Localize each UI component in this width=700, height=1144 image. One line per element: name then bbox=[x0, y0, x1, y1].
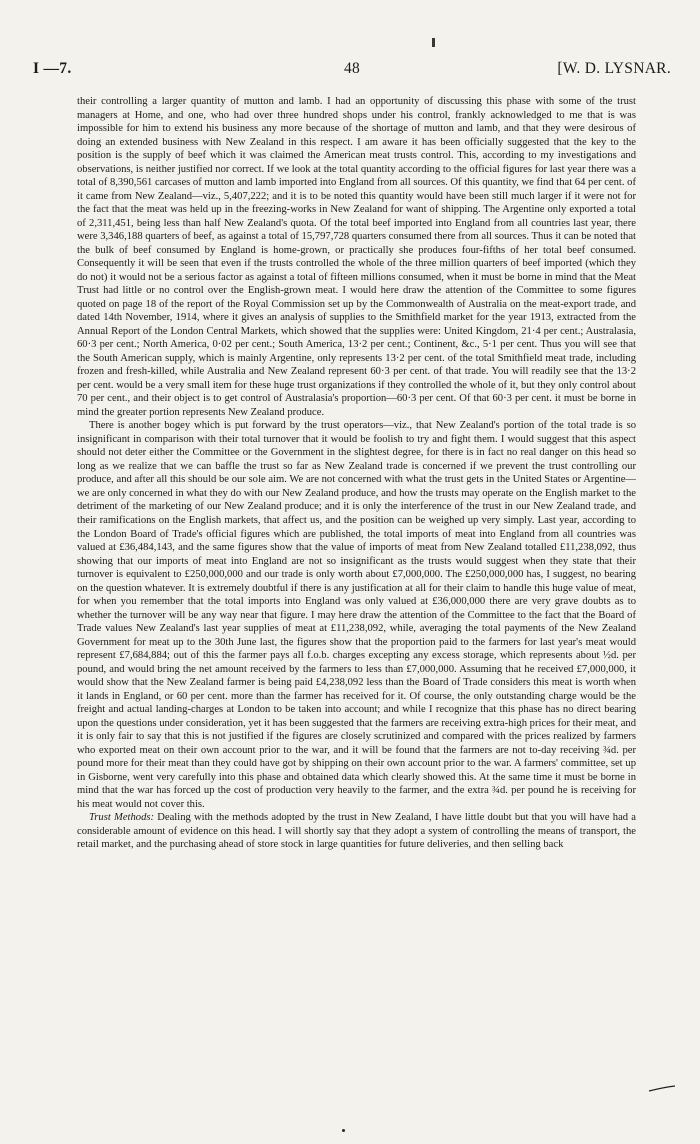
margin-pen-stroke bbox=[648, 1085, 676, 1093]
body-text bbox=[77, 95, 636, 852]
bottom-ink-dot bbox=[342, 1129, 345, 1132]
top-ink-mark bbox=[432, 38, 435, 47]
paragraph-2: There is another bogey which is put forward by the trust operators—viz., that New Zealand's portion of the total trade is so insignificant in comparison with their total turnover that it would be foolish to try and fight them. I would suggest that this aspect should not deter either the Committee or the Government in the slightest degree, for there is in fact no real danger on this head so long as we realize that we can baffle the trust so far as New Zealand trade is concerned if we prevent the trust controlling our produce, and after all this should be our sole aim. We are not concerned with what the trust gets in the United States or Argentine—we are only concerned in what they do with our New Zealand produce, and how the trusts may operate on the English market to the detriment of the marketing of our New Zealand produce; and it is only the interference of the trust in our New Zealand trade, and their ramifications on the English markets, that affect us, and the position can be weighed up very simply. Last year, according to the London Board of Trade's official figures which are published, the total imports of meat into England from all countries was valued at £36,484,143, and the same figures show that the value of imports of meat from New Zealand totalled £11,238,092, thus showing that our imports of meat into England are not so insignificant as the trusts would suggest when they state that their turnover is equivalent to £250,000,000 and our trade is only worth about £7,000,000. The £250,000,000 has, I suggest, no bearing on the question whatever. It is extremely doubtful if there is any justification at all for their claim to handle this huge value of meat, for when you remember that the total imports into England was only valued at £36,000,000 there are very grave doubts as to whether the turnover will be any way near that figure. I may here draw the attention of the Committee to the fact that the Board of Trade values New Zealand's last year supplies of meat at £11,238,092, while, averaging the total payments of the New Zealand Government for meat up to the 30th June last, the figures show that the proportion paid to the farmers for last year's meat would represent £7,684,884; out of this the farmer pays all f.o.b. charges excepting any excess storage, which represents about ½d. per pound, and would bring the net amount received by the farmers to less than £7,000,000. Assuming that he received £7,000,000, it would show that the New Zealand farmer is being paid £4,238,092 less than the Board of Trade considers this meat is worth when it lands in England, or 60 per cent. more than the farmer has received for it. Of course, the only outstanding charge would be the freight and actual landing-charges at London to be taken into account; and while I recognize that this phase has no direct bearing upon the questions under consideration, yet it has been suggested that the farmers are receiving extra-high prices for their meat, and it is only fair to say that this is not justified if the figures are closely scrutinized and compared with the prices realized by farmers who exported meat on their own account prior to the war, and it will be found that the farmers are not to-day receiving ¾d. per pound more for their meat than they could have got by shipping on their own account prior to the war. A farmers' committee, set up in Gisborne, went very carefully into this phase and obtained data which clearly showed this. At the same time it must be borne in mind that the war has forced up the cost of production very heavily to the farmer, and the extra ¾d. per pound he is receiving for his meat would not cover this. bbox=[77, 420, 636, 810]
witness-name: [W. D. LYSNAR. bbox=[557, 60, 671, 77]
paragraph-trust-methods bbox=[77, 811, 636, 852]
paragraph-1: their controlling a larger quantity of mutton and lamb. I had an opportunity of discussing this phase with some of the trust managers at Home, and one, who had over three hundred shops under his control, frankly acknowledged to me that is was impossible for him to extend his business any more because of the shortage of mutton and lamb, and that they were desirous of doing an extended business with New Zealand in this respect. I am aware it has been officially suggested that the key to the position is the supply of beef which it was claimed the American meat trusts control. This, according to my investigations and observations, is neither justified nor correct. If we look at the total quantity according to the official figures for last year there was a total of 8,390,561 carcases of mutton and lamb imported into England from all sources. Of this quantity, we find that 64 per cent. of it came from New Zealand—viz., 5,407,222; and it is to be noted this quantity would have been still much larger if it were not for the fact that the meat was held up in the freezing-works in New Zealand for want of shipping. The Argentine only exported a total of 2,311,451, being less than half New Zealand's quota. Of the total beef imported into England from all countries last year, there were 3,346,188 quarters of beef, as against a total of 15,797,728 quarters consumed there from all sources. Thus it can be noted that the bulk of beef consumed by England is home-grown, or practically she produces four-fifths of her total beef consumed. Consequently it will be seen that even if the trusts controlled the whole of the three million quarters of beef imported (which they do not) it would not be a serious factor as against a total of fifteen millions consumed, when it must be borne in mind that the Meat Trust had little or no control over the English-grown meat. I would here draw the attention of the Committee to some figures quoted on page 18 of the report of the Royal Commission set up by the Commonwealth of Australia on the meat-export trade, and dated 14th November, 1914, where it gives an analysis of supplies to the Smithfield market for the year 1913, extracted from the Annual Report of the London Central Markets, which showed that the supplies were: United Kingdom, 21·4 per cent.; Australasia, 60·3 per cent.; North America, 0·02 per cent.; South America, 13·2 per cent.; Continent, &c., 5·1 per cent. Thus you will see that the South American supply, which is mainly Argentine, only represents 13·2 per cent. of the total Smithfield meat trade, including frozen and fresh-killed, while Australia and New Zealand represent 60·3 per cent. of that trade. You will readily see that the 13·2 per cent. would be a very small item for these huge trust organizations if they controlled the whole of it, but they only control about 70 per cent., and their object is to get control of Australasia's proportion—60·3 per cent. Of that 60·3 per cent. it must be borne in mind the greater portion represents New Zealand produce. bbox=[77, 96, 636, 418]
page-header bbox=[33, 60, 671, 82]
page-number: 48 bbox=[343, 60, 361, 77]
trust-methods-text: Dealing with the methods adopted by the trust in New Zealand, I have little doubt but that you will have had a considerable amount of evidence on this head. I will shortly say that they adopt a system of controlling the means of transport, the retail market, and the purchasing ahead of store stock in large quantities for future deliveries, and then selling back bbox=[77, 812, 636, 851]
trust-methods-heading: Trust Methods: bbox=[89, 812, 155, 824]
document-reference: I —7. bbox=[33, 60, 72, 77]
